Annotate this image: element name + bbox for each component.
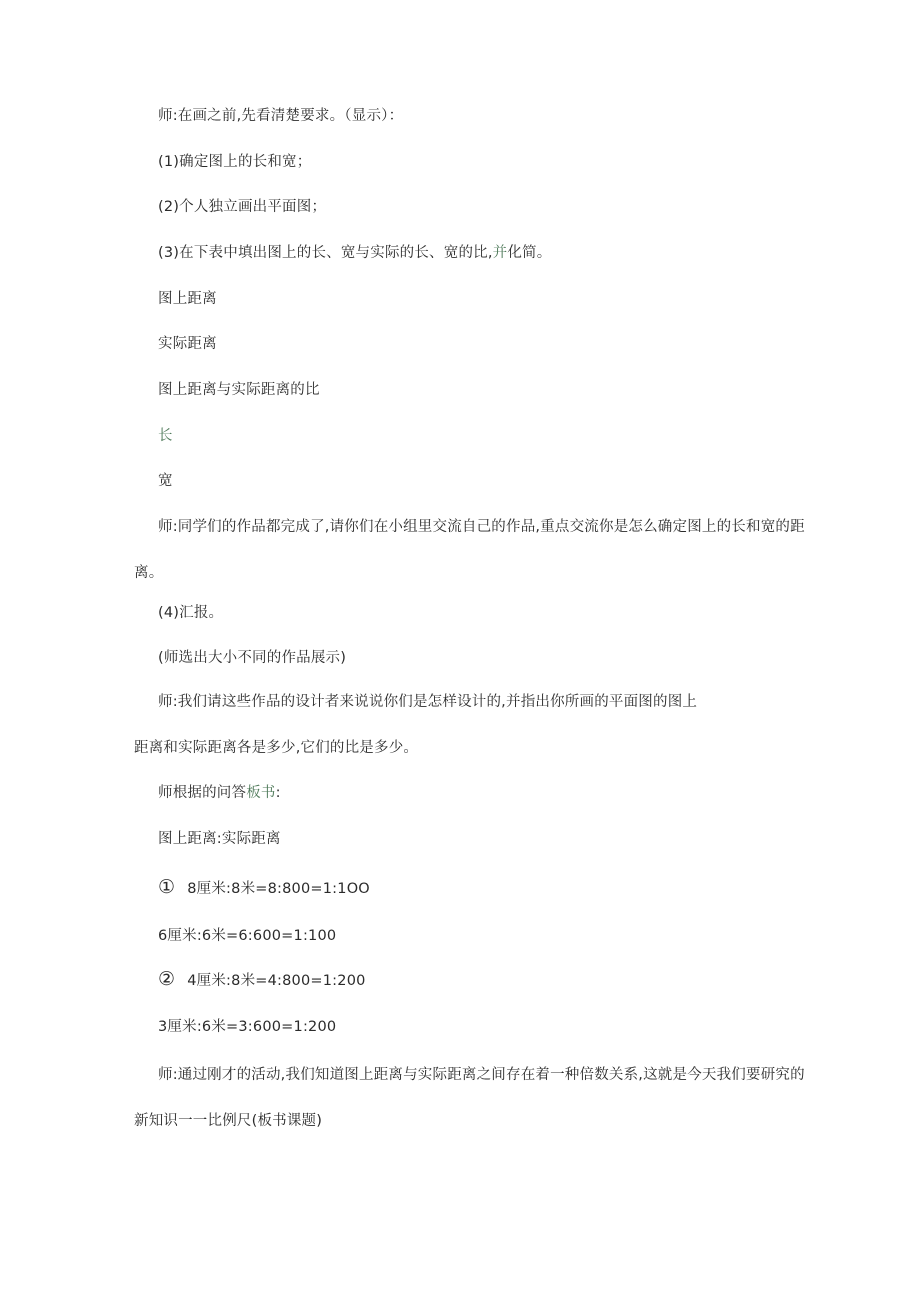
board-intro-accent: 板书 — [246, 785, 276, 801]
board-intro-a: 师根据的问答 — [158, 785, 247, 801]
teacher-line-1: 师:在画之前,先看清楚要求。（显示）： — [158, 108, 404, 124]
calc-1-text: 8厘米:8米=8:800=1:1OO — [187, 881, 370, 897]
table-header-ratio: 图上距离与实际距离的比 — [158, 382, 320, 398]
calc-line-2: 6厘米:6米=6:600=1:100 — [158, 928, 337, 944]
step-3-text-c: 化简。 — [507, 245, 552, 261]
teacher-line-4a: 师:通过刚才的活动,我们知道图上距离与实际距离之间存在着一种倍数关系,这就是今天我们要研究的 — [158, 1067, 805, 1083]
table-header-map-distance: 图上距离 — [158, 291, 217, 307]
report-step-4: (4)汇报。 — [158, 605, 224, 621]
table-row-length: 长 — [158, 428, 173, 444]
board-intro-c: : — [275, 785, 281, 801]
calc-line-1 — [158, 877, 370, 899]
requirement-step-1: (1)确定图上的长和宽； — [158, 154, 312, 170]
teacher-line-3a: 师:我们请这些作品的设计者来说说你们是怎样设计的,并指出你所画的平面图的图上 — [158, 694, 698, 710]
teacher-line-2b: 离。 — [134, 565, 164, 581]
step-3-text-a: (3)在下表中填出图上的长、宽与实际的长、宽的比, — [158, 245, 493, 261]
teacher-line-2a: 师:同学们的作品都完成了,请你们在小组里交流自己的作品,重点交流你是怎么确定图上的长和宽的距 — [158, 519, 805, 535]
table-row-width: 宽 — [158, 473, 173, 489]
board-title: 图上距离:实际距离 — [158, 831, 281, 847]
calc-line-3 — [158, 969, 366, 991]
calc-3-text: 4厘米:8米=4:800=1:200 — [187, 973, 366, 989]
step-3-text-accent: 并 — [492, 245, 508, 261]
teacher-line-4b: 新知识一一比例尺(板书课题) — [134, 1113, 323, 1129]
teacher-note: (师选出大小不同的作品展示) — [158, 650, 347, 666]
table-header-actual-distance: 实际距离 — [158, 336, 217, 352]
calc-line-4: 3厘米:6米=3:600=1:200 — [158, 1019, 337, 1035]
requirement-step-3 — [158, 243, 551, 263]
board-intro — [158, 783, 281, 803]
teacher-line-3b: 距离和实际距离各是多少,它们的比是多少。 — [134, 740, 419, 756]
requirement-step-2: (2)个人独立画出平面图； — [158, 199, 327, 215]
circled-one-marker: ① — [158, 876, 176, 898]
circled-two-marker: ② — [158, 968, 176, 990]
